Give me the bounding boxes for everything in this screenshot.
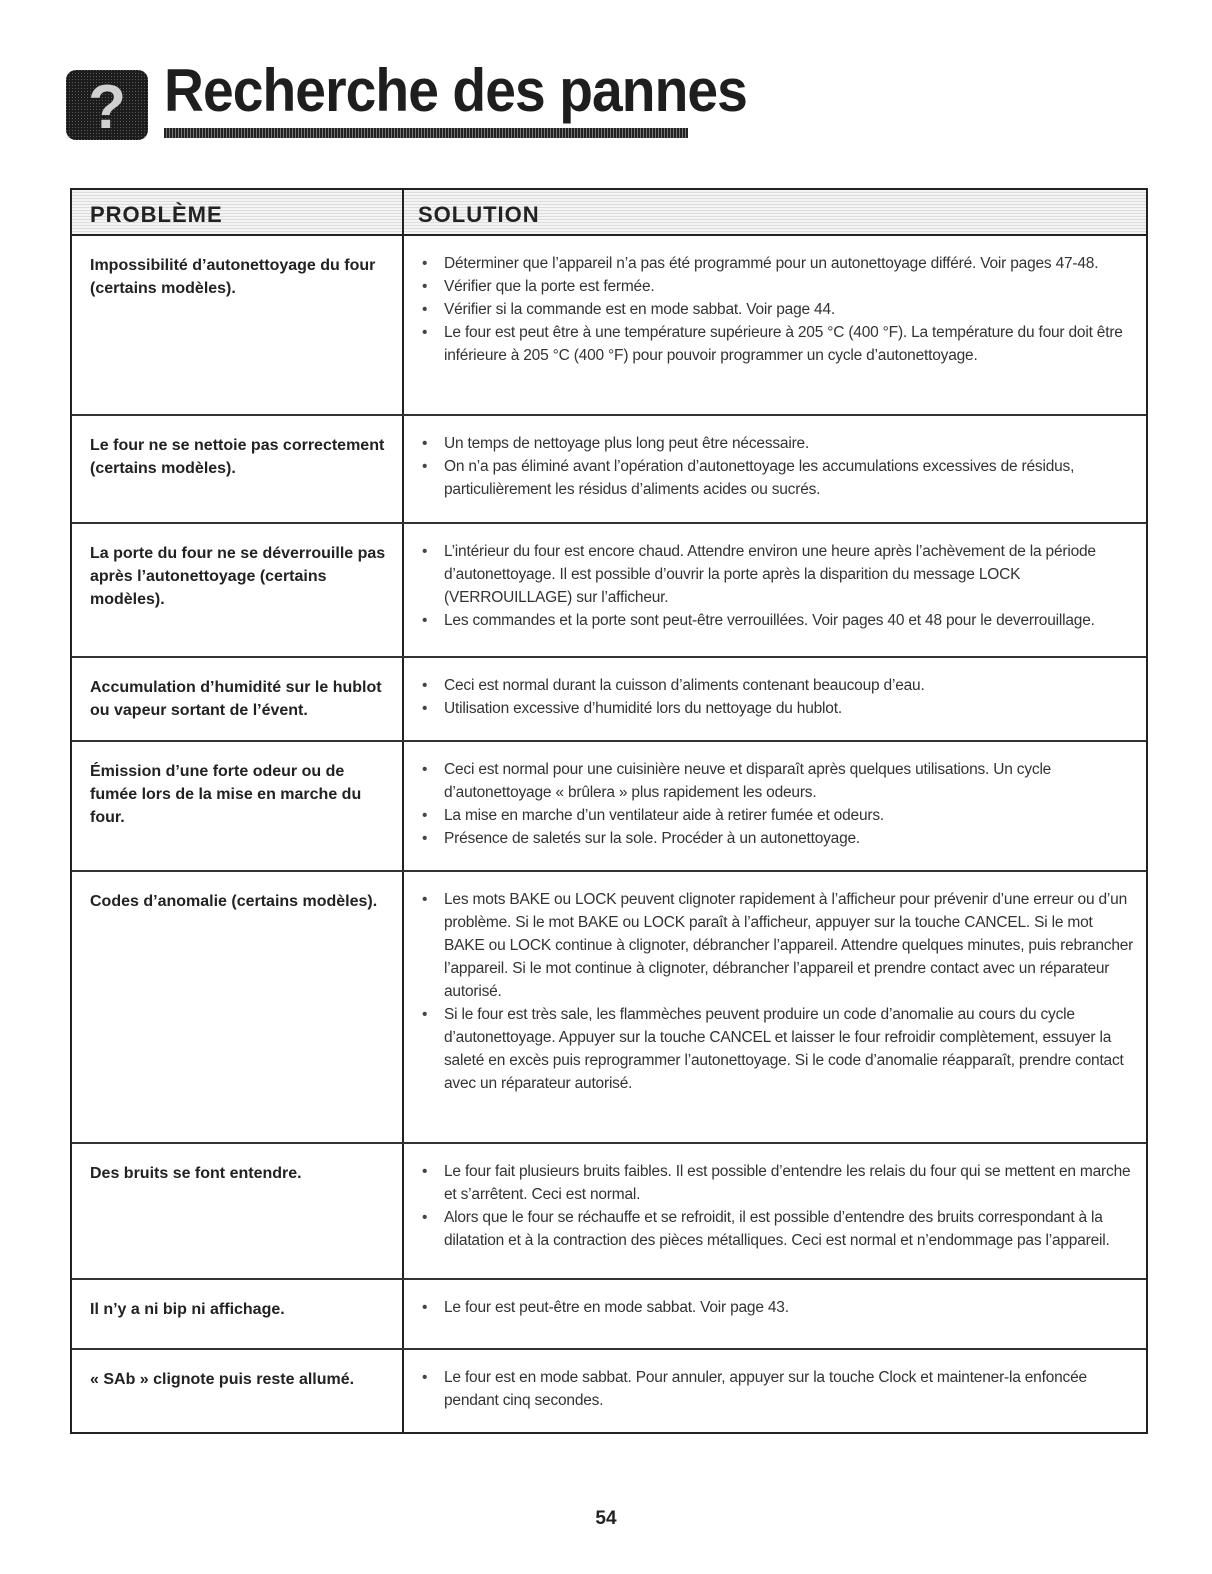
column-header-solution: SOLUTION: [418, 202, 540, 227]
troubleshooting-table: [70, 188, 1148, 1434]
solution-list: [444, 252, 1134, 367]
page-number: 54: [595, 1508, 617, 1529]
table-row: [72, 236, 1146, 416]
problem-text: Des bruits se font entendre.: [90, 1165, 302, 1182]
problem-text: Émission d’une forte odeur ou de fumée lors de la mise en marche du four.: [90, 763, 362, 826]
solution-item: • L’intérieur du four est encore chaud. Attendre environ une heure après l’achèvement de la période d’autonettoyage. Il est possible d’ouvrir la porte après la disparition du message LOCK (VERROUILLAGE) sur l’afficheur.: [444, 540, 1134, 609]
solution-list: [444, 758, 1134, 850]
solution-item: • Le four fait plusieurs bruits faibles. Il est possible d’entendre les relais du four qui se mettent en marche et s’arrêtent. Ceci est normal.: [444, 1160, 1134, 1206]
solution-item: • Si le four est très sale, les flammèches peuvent produire un code d’anomalie au cours du cycle d’autonettoyage. Appuyer sur la touche CANCEL et laisser le four refroidir complètement, essuyer la saleté en excès puis reprogrammer l’autonettoyage. Si le code d’anomalie réapparaît, prendre contact avec un réparateur autorisé.: [444, 1003, 1134, 1095]
problem-text: Codes d’anomalie (certains modèles).: [90, 893, 378, 910]
solution-item: • Déterminer que l’appareil n’a pas été programmé pour un autonettoyage différé. Voir pages 47-48.: [444, 252, 1134, 275]
table-row: [72, 524, 1146, 658]
solution-item: • Vérifier si la commande est en mode sabbat. Voir page 44.: [444, 298, 1134, 321]
solution-item: • Présence de saletés sur la sole. Procéder à un autonettoyage.: [444, 827, 1134, 850]
solution-item: • On n’a pas éliminé avant l’opération d’autonettoyage les accumulations excessives de résidus, particulièrement les résidus d’aliments acides ou sucrés.: [444, 455, 1134, 501]
solution-item: • Ceci est normal pour une cuisinière neuve et disparaît après quelques utilisations. Un cycle d’autonettoyage « brûlera » plus rapidement les odeurs.: [444, 758, 1134, 804]
solution-list: [444, 674, 1134, 720]
solution-list: [444, 1296, 1134, 1319]
question-mark-icon: [66, 70, 148, 140]
solution-list: [444, 432, 1134, 501]
table-row: [72, 1280, 1146, 1350]
solution-item: • Ceci est normal durant la cuisson d’aliments contenant beaucoup d’eau.: [444, 674, 1134, 697]
svg-text:?: ?: [88, 73, 126, 140]
problem-text: La porte du four ne se déverrouille pas après l’autonettoyage (certains modèles).: [90, 545, 386, 608]
solution-item: • Le four est peut-être en mode sabbat. Voir page 43.: [444, 1296, 1134, 1319]
problem-text: Impossibilité d’autonettoyage du four (certains modèles).: [90, 257, 376, 297]
table-row: [72, 742, 1146, 872]
table-header: [72, 190, 1146, 236]
solution-list: [444, 540, 1134, 632]
solution-list: [444, 888, 1134, 1095]
page-header: [66, 57, 747, 142]
table-row: [72, 1350, 1146, 1432]
solution-item: • La mise en marche d’un ventilateur aide à retirer fumée et odeurs.: [444, 804, 1134, 827]
solution-item: • Les commandes et la porte sont peut-être verrouillées. Voir pages 40 et 48 pour le deverrouillage.: [444, 609, 1134, 632]
solution-item: • Alors que le four se réchauffe et se refroidit, il est possible d’entendre des bruits correspondant à la dilatation et à la contraction des pièces métalliques. Ceci est normal et n’endommage pas l’appareil.: [444, 1206, 1134, 1252]
problem-text: « SAb » clignote puis reste allumé.: [90, 1371, 355, 1388]
column-header-problem: PROBLÈME: [90, 202, 223, 227]
title-underline: [164, 128, 688, 138]
problem-text: Accumulation d’humidité sur le hublot ou vapeur sortant de l’évent.: [90, 679, 382, 719]
table-row: [72, 658, 1146, 742]
table-row: [72, 1144, 1146, 1280]
solution-list: [444, 1366, 1134, 1412]
solution-item: • Vérifier que la porte est fermée.: [444, 275, 1134, 298]
solution-item: • Les mots BAKE ou LOCK peuvent clignoter rapidement à l’afficheur pour prévenir d’une erreur ou d’un problème. Si le mot BAKE ou LOCK paraît à l’afficheur, appuyer sur la touche CANCEL. Si le mot BAKE ou LOCK continue à clignoter, débrancher l’appareil. Attendre quelques minutes, puis rebrancher l’appareil. Si le mot continue à clignoter, débrancher l’appareil et prendre contact avec un réparateur autorisé.: [444, 888, 1134, 1003]
table-row: [72, 416, 1146, 524]
solution-item: • Un temps de nettoyage plus long peut être nécessaire.: [444, 432, 1134, 455]
solution-item: • Le four est en mode sabbat. Pour annuler, appuyer sur la touche Clock et maintener-la enfoncée pendant cinq secondes.: [444, 1366, 1134, 1412]
solution-item: • Le four est peut être à une température supérieure à 205 °C (400 °F). La température du four doit être inférieure à 205 °C (400 °F) pour pouvoir programmer un cycle d’autonettoyage.: [444, 321, 1134, 367]
solution-list: [444, 1160, 1134, 1252]
page-title: Recherche des pannes: [164, 57, 747, 124]
problem-text: Il n’y a ni bip ni affichage.: [90, 1301, 285, 1318]
solution-item: • Utilisation excessive d’humidité lors du nettoyage du hublot.: [444, 697, 1134, 720]
problem-text: Le four ne se nettoie pas correctement (certains modèles).: [90, 437, 385, 477]
table-row: [72, 872, 1146, 1144]
